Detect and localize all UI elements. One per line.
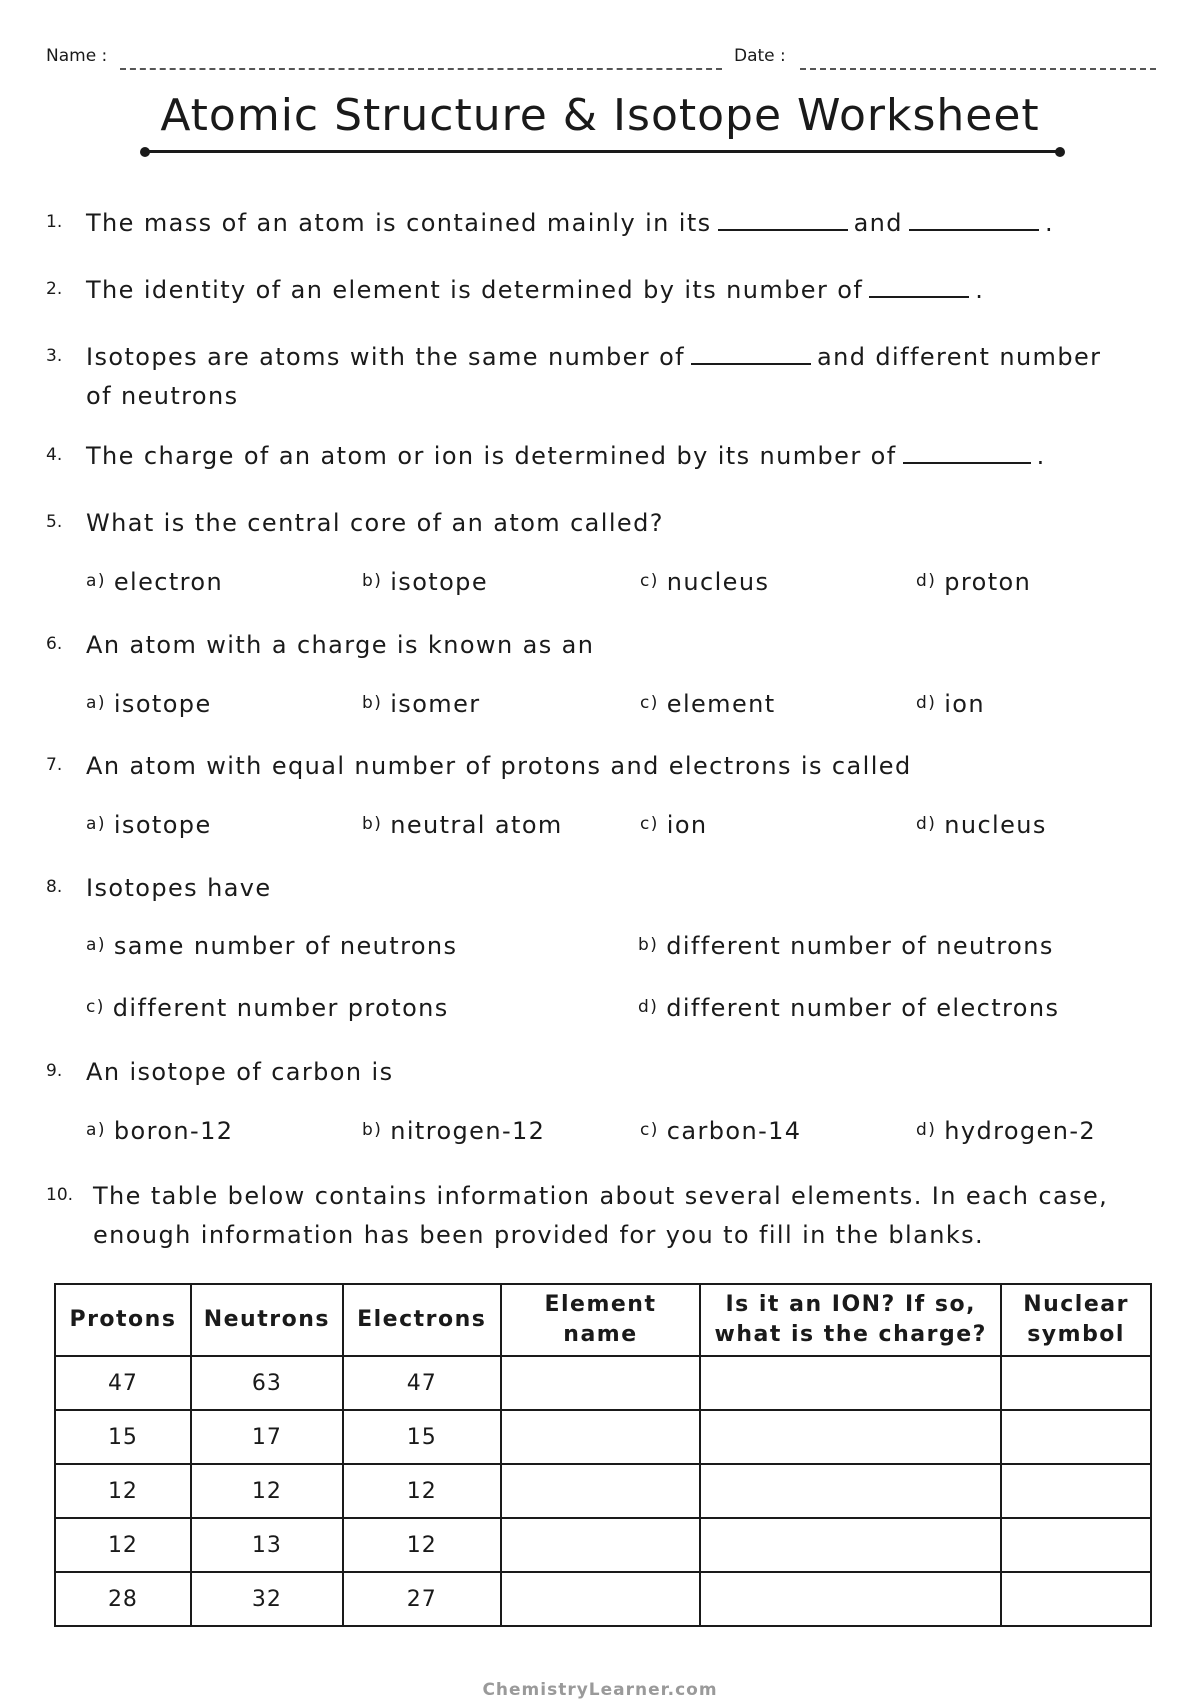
option-letter: b) bbox=[362, 1120, 383, 1140]
option-b[interactable] bbox=[638, 932, 1054, 960]
cell-electrons: 47 bbox=[343, 1356, 501, 1410]
option-a[interactable] bbox=[86, 568, 223, 596]
cell-neutrons: 17 bbox=[191, 1410, 343, 1464]
option-c[interactable] bbox=[86, 994, 449, 1022]
name-label: Name : bbox=[46, 46, 108, 66]
question-text: of neutrons bbox=[86, 382, 239, 410]
option-d[interactable] bbox=[916, 690, 985, 718]
option-letter: d) bbox=[916, 814, 937, 834]
option-letter: d) bbox=[916, 693, 937, 713]
header-protons bbox=[55, 1284, 191, 1356]
option-letter: a) bbox=[86, 935, 106, 955]
question-4 bbox=[86, 436, 1046, 476]
cell-neutrons: 12 bbox=[191, 1464, 343, 1518]
answer-blank[interactable] bbox=[691, 341, 811, 365]
cell-neutrons: 32 bbox=[191, 1572, 343, 1626]
cell-ion-charge[interactable] bbox=[700, 1410, 1001, 1464]
cell-ion-charge[interactable] bbox=[700, 1572, 1001, 1626]
cell-element-name[interactable] bbox=[501, 1464, 701, 1518]
answer-blank[interactable] bbox=[869, 274, 969, 298]
title-rule-right-dot bbox=[1055, 147, 1065, 157]
question-text: and bbox=[853, 209, 903, 237]
option-a[interactable] bbox=[86, 1117, 233, 1145]
option-b[interactable] bbox=[362, 568, 488, 596]
option-d[interactable] bbox=[916, 811, 1047, 839]
option-letter: a) bbox=[86, 693, 106, 713]
cell-protons: 15 bbox=[55, 1410, 191, 1464]
question-text: The table below contains information about several elements. In each case, bbox=[93, 1182, 1109, 1210]
question-number: 8. bbox=[46, 877, 63, 897]
option-letter: b) bbox=[362, 571, 383, 591]
option-text: same number of neutrons bbox=[113, 932, 458, 960]
question-text: The identity of an element is determined by its number of bbox=[86, 276, 864, 304]
cell-neutrons: 13 bbox=[191, 1518, 343, 1572]
option-text: isotope bbox=[113, 811, 212, 839]
table-row bbox=[55, 1572, 1151, 1626]
cell-ion-charge[interactable] bbox=[700, 1356, 1001, 1410]
header-text: what is the charge? bbox=[714, 1322, 987, 1347]
cell-element-name[interactable] bbox=[501, 1572, 701, 1626]
title-rule bbox=[145, 150, 1061, 153]
header-ion-charge bbox=[700, 1284, 1001, 1356]
header-text: Nuclear bbox=[1023, 1292, 1129, 1317]
header-neutrons bbox=[191, 1284, 343, 1356]
cell-nuclear-symbol[interactable] bbox=[1001, 1464, 1151, 1518]
option-letter: a) bbox=[86, 814, 106, 834]
cell-protons: 28 bbox=[55, 1572, 191, 1626]
header-text: name bbox=[563, 1322, 638, 1347]
question-3 bbox=[86, 337, 1101, 377]
date-label: Date : bbox=[734, 46, 786, 66]
question-text: and different number bbox=[817, 343, 1102, 371]
question-text: The charge of an atom or ion is determined by its number of bbox=[86, 442, 897, 470]
header-nuclear-symbol bbox=[1001, 1284, 1151, 1356]
header-text: Element bbox=[544, 1292, 657, 1317]
option-c[interactable] bbox=[640, 568, 769, 596]
option-c[interactable] bbox=[640, 1117, 801, 1145]
name-field[interactable] bbox=[120, 68, 722, 70]
question-text: . bbox=[1044, 209, 1054, 237]
question-number: 1. bbox=[46, 212, 63, 232]
option-d[interactable] bbox=[916, 568, 1031, 596]
table-row bbox=[55, 1518, 1151, 1572]
option-text: carbon-14 bbox=[666, 1117, 802, 1145]
table-row bbox=[55, 1356, 1151, 1410]
cell-electrons: 27 bbox=[343, 1572, 501, 1626]
option-letter: c) bbox=[640, 1120, 659, 1140]
question-number: 2. bbox=[46, 279, 63, 299]
cell-electrons: 12 bbox=[343, 1518, 501, 1572]
option-b[interactable] bbox=[362, 1117, 545, 1145]
question-text: What is the central core of an atom called? bbox=[86, 509, 664, 537]
header-text: symbol bbox=[1027, 1322, 1125, 1347]
question-text: Isotopes have bbox=[86, 874, 272, 902]
option-letter: b) bbox=[362, 814, 383, 834]
option-text: different number of electrons bbox=[666, 994, 1060, 1022]
option-text: nitrogen-12 bbox=[390, 1117, 546, 1145]
answer-blank[interactable] bbox=[718, 207, 848, 231]
cell-ion-charge[interactable] bbox=[700, 1464, 1001, 1518]
cell-element-name[interactable] bbox=[501, 1410, 701, 1464]
option-text: electron bbox=[113, 568, 224, 596]
option-d[interactable] bbox=[638, 994, 1059, 1022]
option-text: isotope bbox=[113, 690, 212, 718]
page-title: Atomic Structure & Isotope Worksheet bbox=[160, 90, 1040, 141]
cell-element-name[interactable] bbox=[501, 1356, 701, 1410]
question-text: An atom with a charge is known as an bbox=[86, 631, 595, 659]
cell-nuclear-symbol[interactable] bbox=[1001, 1356, 1151, 1410]
option-text: nucleus bbox=[666, 568, 770, 596]
option-letter: d) bbox=[916, 1120, 937, 1140]
question-text: An atom with equal number of protons and electrons is called bbox=[86, 752, 912, 780]
option-c[interactable] bbox=[640, 811, 708, 839]
header-electrons bbox=[343, 1284, 501, 1356]
option-letter: c) bbox=[640, 693, 659, 713]
cell-electrons: 15 bbox=[343, 1410, 501, 1464]
question-number: 10. bbox=[46, 1185, 74, 1205]
question-text: Isotopes are atoms with the same number of bbox=[86, 343, 686, 371]
footer-site-credit: ChemistryLearner.com bbox=[482, 1680, 718, 1700]
option-letter: b) bbox=[362, 693, 383, 713]
option-text: element bbox=[666, 690, 776, 718]
option-letter: c) bbox=[640, 571, 659, 591]
option-letter: a) bbox=[86, 1120, 106, 1140]
option-text: isotope bbox=[390, 568, 488, 596]
cell-nuclear-symbol[interactable] bbox=[1001, 1572, 1151, 1626]
option-text: different number of neutrons bbox=[666, 932, 1054, 960]
option-c[interactable] bbox=[640, 690, 776, 718]
cell-electrons: 12 bbox=[343, 1464, 501, 1518]
question-text: An isotope of carbon is bbox=[86, 1058, 394, 1086]
option-text: hydrogen-2 bbox=[944, 1117, 1097, 1145]
option-b[interactable] bbox=[362, 690, 481, 718]
question-number: 6. bbox=[46, 634, 63, 654]
option-text: ion bbox=[666, 811, 708, 839]
option-a[interactable] bbox=[86, 932, 457, 960]
question-text: enough information has been provided for you to fill in the blanks. bbox=[93, 1221, 985, 1249]
option-letter: d) bbox=[638, 997, 659, 1017]
date-field[interactable] bbox=[800, 68, 1156, 70]
answer-blank[interactable] bbox=[909, 207, 1039, 231]
option-letter: d) bbox=[916, 571, 937, 591]
option-text: neutral atom bbox=[390, 811, 563, 839]
option-text: isomer bbox=[390, 690, 481, 718]
header-element-name bbox=[501, 1284, 701, 1356]
option-text: proton bbox=[944, 568, 1032, 596]
element-table bbox=[54, 1283, 1152, 1627]
option-letter: a) bbox=[86, 571, 106, 591]
option-text: nucleus bbox=[944, 811, 1047, 839]
question-text: The mass of an atom is contained mainly in its bbox=[86, 209, 712, 237]
cell-neutrons: 63 bbox=[191, 1356, 343, 1410]
header-text: Protons bbox=[69, 1307, 177, 1332]
cell-protons: 12 bbox=[55, 1518, 191, 1572]
header-text: Electrons bbox=[357, 1307, 487, 1332]
option-letter: c) bbox=[86, 997, 105, 1017]
option-letter: b) bbox=[638, 935, 659, 955]
question-number: 4. bbox=[46, 445, 63, 465]
question-number: 9. bbox=[46, 1061, 63, 1081]
question-number: 5. bbox=[46, 512, 63, 532]
option-a[interactable] bbox=[86, 690, 212, 718]
option-letter: c) bbox=[640, 814, 659, 834]
cell-nuclear-symbol[interactable] bbox=[1001, 1410, 1151, 1464]
cell-nuclear-symbol[interactable] bbox=[1001, 1518, 1151, 1572]
table-row bbox=[55, 1410, 1151, 1464]
answer-blank[interactable] bbox=[903, 440, 1031, 464]
question-number: 3. bbox=[46, 346, 63, 366]
question-text: . bbox=[1036, 442, 1046, 470]
cell-protons: 47 bbox=[55, 1356, 191, 1410]
header-text: Is it an ION? If so, bbox=[725, 1292, 976, 1317]
option-text: different number protons bbox=[112, 994, 449, 1022]
option-d[interactable] bbox=[916, 1117, 1096, 1145]
option-b[interactable] bbox=[362, 811, 563, 839]
question-1 bbox=[86, 203, 1054, 243]
cell-ion-charge[interactable] bbox=[700, 1518, 1001, 1572]
table-row bbox=[55, 1464, 1151, 1518]
question-text: . bbox=[975, 276, 985, 304]
question-number: 7. bbox=[46, 755, 63, 775]
option-text: boron-12 bbox=[113, 1117, 234, 1145]
cell-protons: 12 bbox=[55, 1464, 191, 1518]
cell-element-name[interactable] bbox=[501, 1518, 701, 1572]
header-text: Neutrons bbox=[203, 1307, 330, 1332]
table-header-row bbox=[55, 1284, 1151, 1356]
question-2 bbox=[86, 270, 984, 310]
option-text: ion bbox=[944, 690, 985, 718]
option-a[interactable] bbox=[86, 811, 212, 839]
